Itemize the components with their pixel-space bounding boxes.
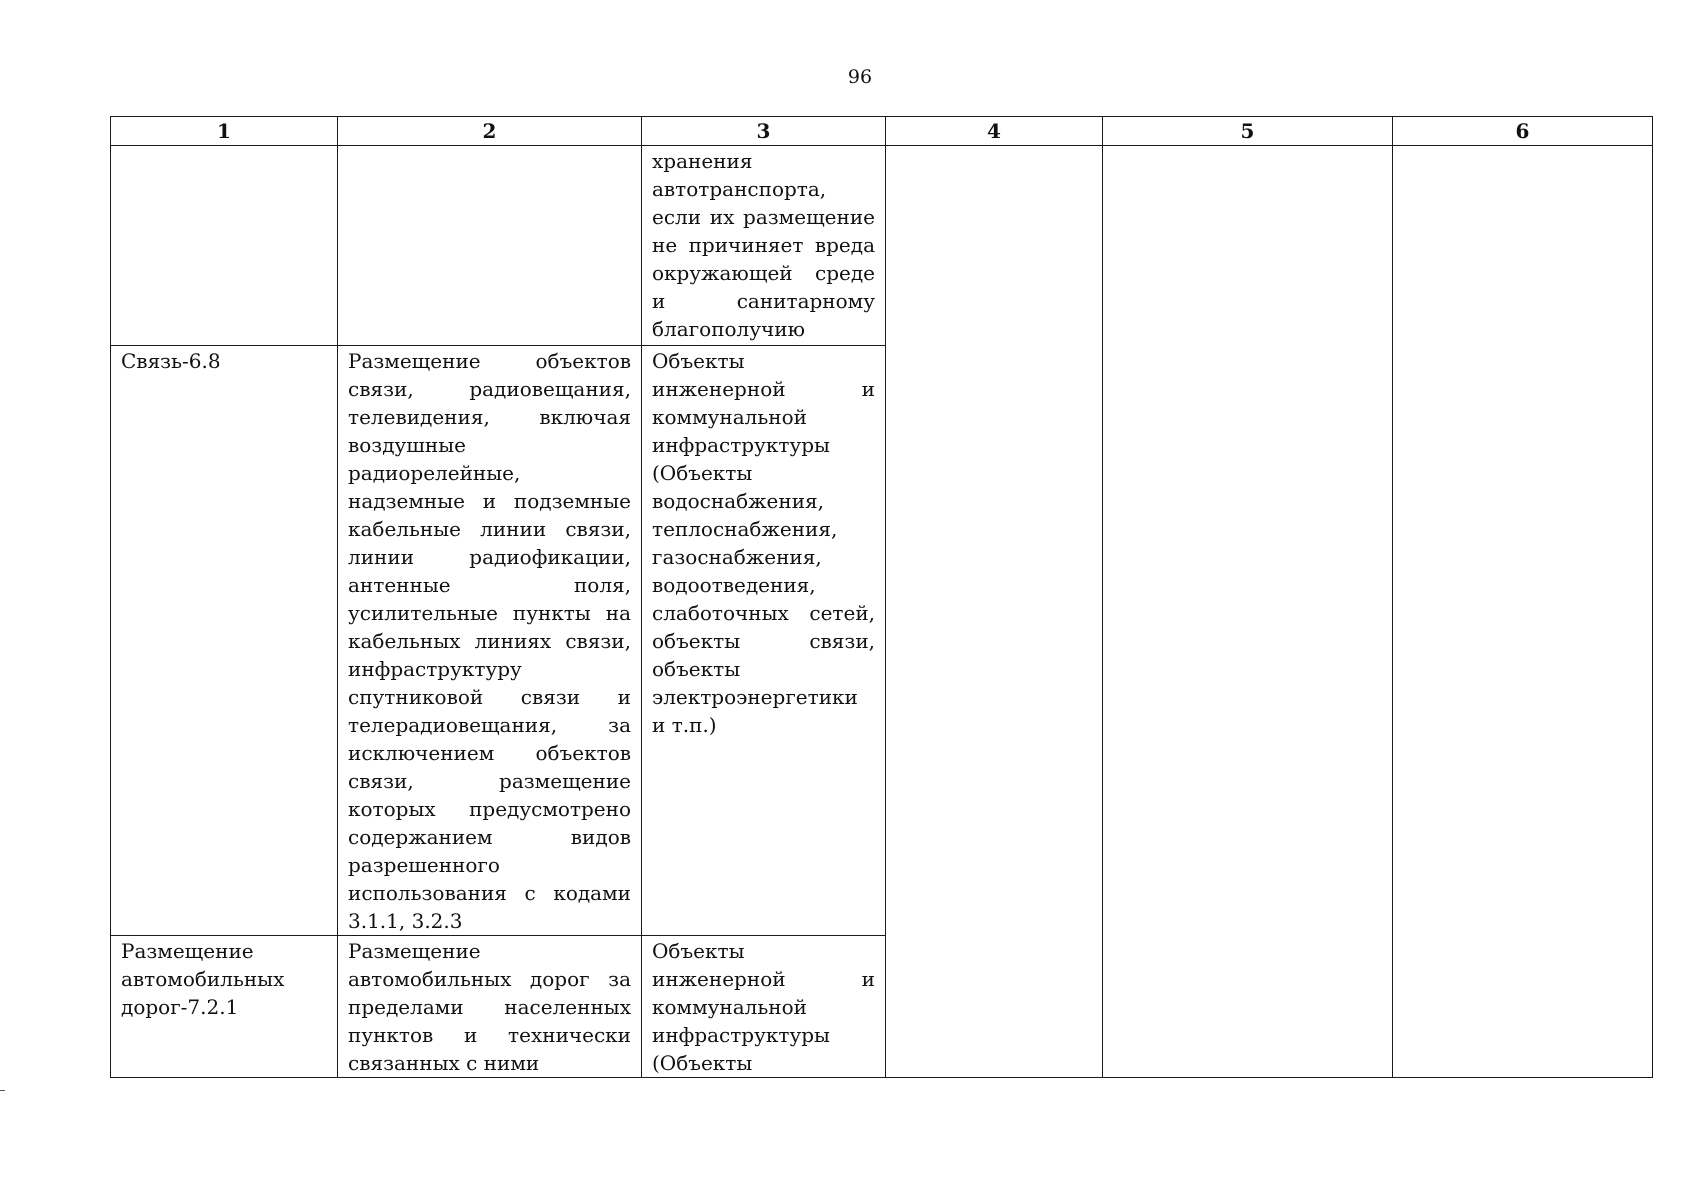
cell-permitted-objects: Объекты инженерной и коммунальной инфраструктуры (Объекты водоснабжения, теплоснабжения, газоснабжения, водоотведения, слаботочных сетей, объекты связи, объекты электроэнергетики и т.п.)	[642, 346, 886, 936]
column-header-3: 3	[642, 117, 886, 146]
table-header-row	[111, 117, 1653, 146]
cell-permitted-objects: Объекты инженерной и коммунальной инфраструктуры (Объекты	[642, 936, 886, 1078]
cell-description: Размещение объектов связи, радиовещания, телевидения, включая воздушные радиорелейные, надземные и подземные кабельные линии связи, линии радиофикации, антенные поля, усилительные пункты на кабельных линиях связи, инфраструктуру спутниковой связи и телерадиовещания, за исключением объектов связи, размещение которых предусмотрено содержанием видов разрешенного использования с кодами 3.1.1, 3.2.3	[338, 346, 642, 936]
table-row	[111, 146, 1653, 346]
cell-column-4	[886, 146, 1103, 1078]
column-header-1: 1	[111, 117, 338, 146]
column-header-4: 4	[886, 117, 1103, 146]
land-use-table	[110, 116, 1653, 1078]
scan-margin-mark	[0, 1090, 5, 1091]
cell-permitted-objects: хранения автотранспорта, если их размещение не причиняет вреда окружающей среде и санитарному благополучию	[642, 146, 886, 346]
cell-description: Размещение автомобильных дорог за пределами населенных пунктов и технически связанных с ними	[338, 936, 642, 1078]
cell-column-5	[1103, 146, 1393, 1078]
cell-column-6	[1393, 146, 1653, 1078]
column-header-6: 6	[1393, 117, 1653, 146]
cell-land-use-type	[111, 146, 338, 346]
page-number: 96	[847, 66, 873, 88]
cell-description	[338, 146, 642, 346]
column-header-2: 2	[338, 117, 642, 146]
cell-land-use-type: Связь-6.8	[111, 346, 338, 936]
column-header-5: 5	[1103, 117, 1393, 146]
cell-land-use-type: Размещение автомобильных дорог-7.2.1	[111, 936, 338, 1078]
